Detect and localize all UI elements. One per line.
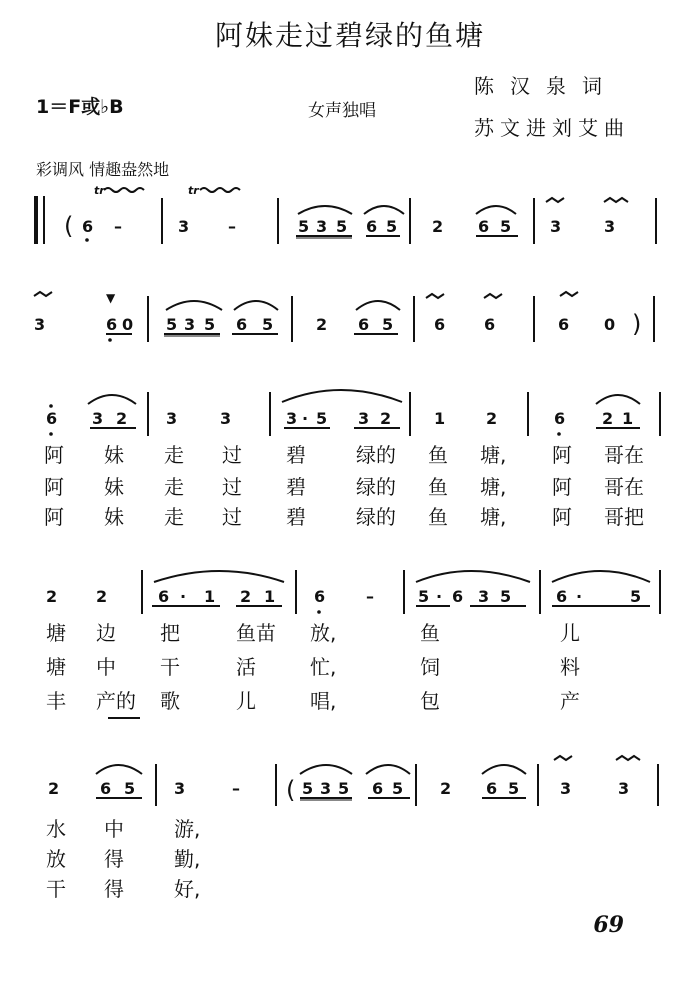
lyric-syllable: 中	[104, 817, 124, 841]
lyric-syllable: 阿	[44, 505, 64, 529]
lyric-syllable: 勤,	[174, 847, 201, 871]
svg-text:5: 5	[382, 315, 394, 334]
svg-text:6: 6	[106, 315, 118, 334]
svg-text:2: 2	[48, 779, 60, 798]
svg-text:6: 6	[554, 409, 566, 428]
svg-text:6: 6	[452, 587, 464, 606]
lyric-syllable: 走	[164, 475, 184, 499]
svg-text:6: 6	[372, 779, 384, 798]
svg-text:1: 1	[434, 409, 446, 428]
svg-text:5: 5	[316, 409, 328, 428]
lyric-syllable: 绿的	[356, 505, 396, 529]
svg-text:3: 3	[178, 217, 190, 236]
svg-text:6: 6	[434, 315, 446, 334]
svg-text:3: 3	[560, 779, 572, 798]
lyric-syllable: 水	[46, 817, 66, 841]
svg-text:5: 5	[262, 315, 274, 334]
key-signature: 1＝F或♭B	[36, 96, 124, 118]
svg-text:5: 5	[336, 217, 348, 236]
lyric-syllable: 哥在	[604, 475, 644, 499]
lyric-syllable: 过	[222, 475, 242, 499]
lyric-syllable: 阿	[552, 443, 572, 467]
lyric-syllable: 鱼苗	[236, 621, 276, 645]
lyric-syllable: 好,	[174, 877, 201, 901]
svg-text:–: –	[232, 779, 240, 798]
lyric-syllable: 干	[160, 655, 180, 679]
svg-text:(: (	[64, 212, 74, 240]
lyric-syllable: 碧	[286, 443, 306, 467]
svg-text:6: 6	[46, 409, 58, 428]
svg-text:1: 1	[622, 409, 634, 428]
lyric-syllable: 料	[560, 655, 580, 679]
svg-text:–: –	[228, 217, 236, 236]
svg-text:3: 3	[174, 779, 186, 798]
svg-text:3: 3	[618, 779, 630, 798]
svg-text:6: 6	[358, 315, 370, 334]
lyric-syllable: 哥把	[604, 505, 644, 529]
lyric-syllable: 放,	[310, 621, 337, 645]
lyric-syllable: 边	[96, 621, 116, 645]
lyric-syllable: 过	[222, 505, 242, 529]
lyric-syllable: 产的	[96, 689, 136, 713]
svg-text:2: 2	[96, 587, 108, 606]
lyric-syllable: 得	[104, 847, 124, 871]
lyric-syllable: 塘	[46, 655, 66, 679]
svg-text:): )	[632, 310, 642, 338]
svg-text:6: 6	[100, 779, 112, 798]
lyric-syllable: 鱼	[428, 505, 448, 529]
lyric-syllable: 鱼	[428, 475, 448, 499]
lyric-syllable: 哥在	[604, 443, 644, 467]
lyric-syllable: 碧	[286, 505, 306, 529]
svg-text:3: 3	[34, 315, 46, 334]
svg-text:5: 5	[500, 587, 512, 606]
song-title: 阿妹走过碧绿的鱼塘	[214, 19, 485, 52]
lyric-syllable: 活	[236, 655, 256, 679]
svg-text:–: –	[114, 217, 122, 236]
svg-text:6: 6	[314, 587, 326, 606]
lyric-syllable: 得	[104, 877, 124, 901]
svg-text:5: 5	[386, 217, 398, 236]
svg-text:3: 3	[166, 409, 178, 428]
lyric-syllable: 塘,	[480, 475, 507, 499]
lyric-syllable: 丰	[46, 689, 66, 713]
lyric-syllable: 产	[560, 689, 580, 713]
svg-text:3: 3	[320, 779, 332, 798]
svg-text:6: 6	[484, 315, 496, 334]
lyric-syllable: 阿	[44, 443, 64, 467]
lyric-syllable: 妹	[104, 505, 124, 529]
svg-text:3: 3	[92, 409, 104, 428]
lyric-syllable: 歌	[160, 689, 180, 713]
svg-text:·: ·	[576, 587, 583, 606]
lyric-syllable: 妹	[104, 443, 124, 467]
svg-text:2: 2	[440, 779, 452, 798]
svg-text:–: –	[366, 587, 374, 606]
svg-text:(: (	[286, 776, 296, 804]
svg-text:2: 2	[240, 587, 252, 606]
svg-text:6: 6	[82, 217, 94, 236]
svg-text:2: 2	[486, 409, 498, 428]
svg-text:5: 5	[418, 587, 430, 606]
tempo-expression: 彩调风 情趣盎然地	[36, 160, 170, 179]
lyric-syllable: 忙,	[310, 655, 337, 679]
lyric-syllable: 儿	[560, 621, 580, 645]
svg-text:5: 5	[204, 315, 216, 334]
lyric-syllable: 把	[160, 621, 180, 645]
lyrics-verse-block-3	[46, 817, 200, 901]
lyric-syllable: 塘,	[480, 505, 507, 529]
lyric-syllable: 绿的	[356, 443, 396, 467]
svg-text:5: 5	[630, 587, 642, 606]
svg-text:6: 6	[558, 315, 570, 334]
lyric-syllable: 饲	[420, 655, 440, 679]
lyric-syllable: 走	[164, 505, 184, 529]
lyric-syllable: 塘,	[480, 443, 507, 467]
svg-text:3: 3	[184, 315, 196, 334]
lyric-syllable: 游,	[174, 817, 201, 841]
svg-text:1: 1	[264, 587, 276, 606]
lyric-syllable: 阿	[44, 475, 64, 499]
lyric-syllable: 阿	[552, 475, 572, 499]
svg-text:5: 5	[302, 779, 314, 798]
svg-text:6: 6	[478, 217, 490, 236]
svg-text:0: 0	[604, 315, 616, 334]
lyrics-verse-block-2	[46, 621, 580, 713]
lyric-syllable: 放	[46, 847, 66, 871]
lyric-syllable: 儿	[236, 689, 256, 713]
lyric-syllable: 绿的	[356, 475, 396, 499]
svg-text:2: 2	[602, 409, 614, 428]
svg-text:3: 3	[220, 409, 232, 428]
svg-text:1: 1	[204, 587, 216, 606]
svg-text:6: 6	[366, 217, 378, 236]
lyric-syllable: 干	[46, 877, 66, 901]
lyric-syllable: 包	[420, 689, 440, 713]
svg-text:5: 5	[124, 779, 136, 798]
lyric-syllable: 阿	[552, 505, 572, 529]
lyricist-credit: 陈汉泉词	[474, 74, 618, 98]
svg-text:6: 6	[486, 779, 498, 798]
svg-text:5: 5	[508, 779, 520, 798]
svg-text:2: 2	[432, 217, 444, 236]
page-number: 69	[593, 912, 624, 938]
svg-text:3: 3	[478, 587, 490, 606]
svg-text:·: ·	[302, 409, 309, 428]
svg-text:3: 3	[358, 409, 370, 428]
lyrics-verse-block-1	[44, 443, 644, 529]
svg-text:3: 3	[604, 217, 616, 236]
svg-text:0: 0	[122, 315, 134, 334]
svg-text:5: 5	[500, 217, 512, 236]
svg-text:5: 5	[338, 779, 350, 798]
svg-text:3: 3	[286, 409, 298, 428]
svg-text:2: 2	[380, 409, 392, 428]
lyric-syllable: 鱼	[420, 621, 440, 645]
svg-text:5: 5	[392, 779, 404, 798]
svg-text:·: ·	[180, 587, 187, 606]
svg-text:2: 2	[316, 315, 328, 334]
lyric-syllable: 过	[222, 443, 242, 467]
svg-text:tr: tr	[188, 184, 199, 197]
lyric-syllable: 碧	[286, 475, 306, 499]
lyric-syllable: 妹	[104, 475, 124, 499]
svg-text:2: 2	[46, 587, 58, 606]
svg-text:·: ·	[436, 587, 443, 606]
lyric-syllable: 唱,	[310, 689, 337, 713]
svg-text:5: 5	[166, 315, 178, 334]
lyric-syllable: 走	[164, 443, 184, 467]
voice-type: 女声独唱	[308, 101, 376, 121]
svg-text:6: 6	[236, 315, 248, 334]
svg-text:6: 6	[158, 587, 170, 606]
lyric-syllable: 鱼	[428, 443, 448, 467]
svg-text:tr: tr	[94, 184, 105, 197]
svg-text:5: 5	[298, 217, 310, 236]
composer-credit: 苏文进刘艾曲	[474, 116, 630, 140]
svg-text:3: 3	[550, 217, 562, 236]
svg-text:2: 2	[116, 409, 128, 428]
svg-text:3: 3	[316, 217, 328, 236]
svg-text:6: 6	[556, 587, 568, 606]
lyric-syllable: 中	[96, 655, 116, 679]
svg-text:▼: ▼	[106, 291, 116, 305]
lyric-syllable: 塘	[46, 621, 66, 645]
